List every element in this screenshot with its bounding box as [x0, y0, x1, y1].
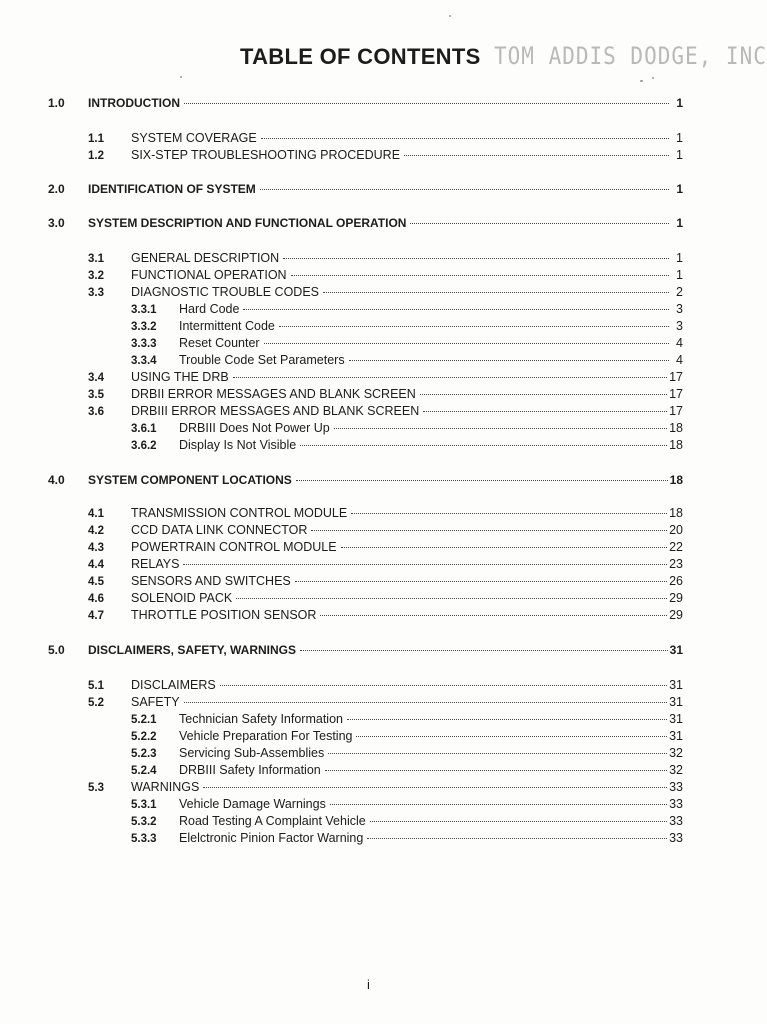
page-ref: 31: [669, 729, 683, 743]
section-number: 4.4: [88, 559, 104, 571]
section-number: 5.2.3: [131, 748, 157, 760]
leader-dots: [243, 309, 669, 310]
toc-entry: [48, 643, 683, 658]
toc-entry: [131, 797, 683, 813]
section-title: SENSORS AND SWITCHES: [131, 574, 291, 588]
section-title: Servicing Sub-Assemblies: [179, 746, 325, 760]
page-ref: 33: [669, 797, 683, 811]
section-title: DISCLAIMERS, SAFETY, WARNINGS: [88, 643, 297, 657]
page-ref: 31: [669, 695, 683, 709]
leader-dots: [184, 702, 667, 703]
leader-dots: [233, 377, 667, 378]
scan-speck: [449, 15, 451, 17]
page-ref: 1: [676, 182, 683, 196]
page-ref: 29: [669, 591, 683, 605]
section-number: 1.2: [88, 150, 104, 162]
toc-entry: [131, 319, 683, 335]
section-title: WARNINGS: [131, 780, 200, 794]
toc-entry: [88, 678, 683, 694]
toc-entry: [131, 336, 683, 352]
section-title: TRANSMISSION CONTROL MODULE: [131, 506, 348, 520]
toc-entry: [88, 540, 683, 556]
section-title: DRBIII Safety Information: [179, 763, 321, 777]
section-number: 4.3: [88, 542, 104, 554]
toc-entry: [131, 438, 683, 454]
toc-entry: [131, 712, 683, 728]
leader-dots: [347, 719, 667, 720]
section-title: USING THE DRB: [131, 370, 229, 384]
leader-dots: [236, 598, 667, 599]
page-ref: 2: [676, 285, 683, 299]
section-title: IDENTIFICATION OF SYSTEM: [88, 182, 256, 196]
section-number: 5.3: [88, 782, 104, 794]
section-title: SOLENOID PACK: [131, 591, 233, 605]
page-ref: 31: [669, 678, 683, 692]
toc-entry: [131, 729, 683, 745]
leader-dots: [264, 343, 669, 344]
toc-entry: [48, 96, 683, 111]
leader-dots: [330, 804, 667, 805]
page-ref: 1: [676, 251, 683, 265]
toc-entry: [88, 591, 683, 607]
leader-dots: [260, 189, 669, 190]
leader-dots: [420, 394, 667, 395]
toc-entry: [88, 268, 683, 284]
section-number: 5.0: [48, 643, 65, 657]
section-title: Display Is Not Visible: [179, 438, 297, 452]
page-ref: 17: [669, 404, 683, 418]
leader-dots: [370, 821, 667, 822]
section-number: 4.7: [88, 610, 104, 622]
section-title: Elelctronic Pinion Factor Warning: [179, 831, 364, 845]
leader-dots: [300, 445, 667, 446]
page-ref: 22: [669, 540, 683, 554]
section-number: 1.1: [88, 133, 104, 145]
toc-entry: [88, 251, 683, 267]
dealer-stamp: TOM ADDIS DODGE, INC: [494, 42, 767, 70]
section-title: SAFETY: [131, 695, 180, 709]
page-ref: 33: [669, 831, 683, 845]
section-number: 3.6.2: [131, 440, 157, 452]
leader-dots: [295, 581, 667, 582]
page-ref: 1: [676, 268, 683, 282]
page-title: TABLE OF CONTENTS: [240, 44, 481, 69]
toc-entry: [131, 814, 683, 830]
page-ref: 18: [669, 421, 683, 435]
page-ref: 17: [669, 387, 683, 401]
section-number: 4.5: [88, 576, 104, 588]
page-ref: 29: [669, 608, 683, 622]
section-title: Reset Counter: [179, 336, 260, 350]
toc-entry: [131, 302, 683, 318]
page-ref: 18: [669, 473, 683, 487]
page-ref: 33: [669, 814, 683, 828]
scan-speck: [180, 76, 182, 78]
section-title: THROTTLE POSITION SENSOR: [131, 608, 317, 622]
section-number: 3.6.1: [131, 423, 157, 435]
section-number: 5.3.3: [131, 833, 157, 845]
leader-dots: [203, 787, 667, 788]
toc-entry: [88, 404, 683, 420]
leader-dots: [356, 736, 667, 737]
leader-dots: [300, 650, 668, 651]
section-number: 3.3: [88, 287, 104, 299]
page-ref: 3: [676, 319, 683, 333]
section-title: Intermittent Code: [179, 319, 275, 333]
section-title: SYSTEM COVERAGE: [131, 131, 257, 145]
section-title: SYSTEM DESCRIPTION AND FUNCTIONAL OPERATION: [88, 216, 407, 230]
page-ref: 23: [669, 557, 683, 571]
toc-entry: [48, 216, 683, 231]
page-ref: 1: [676, 131, 683, 145]
toc-entry: [88, 148, 683, 164]
section-number: 3.3.3: [131, 338, 157, 350]
section-number: 4.1: [88, 508, 104, 520]
section-number: 3.3.1: [131, 304, 157, 316]
section-number: 3.4: [88, 372, 104, 384]
page-ref: 18: [669, 438, 683, 452]
leader-dots: [367, 838, 667, 839]
section-number: 1.0: [48, 96, 65, 110]
toc-entry: [88, 131, 683, 147]
toc-entry: [48, 182, 683, 197]
leader-dots: [220, 685, 667, 686]
section-number: 3.2: [88, 270, 104, 282]
leader-dots: [328, 753, 667, 754]
toc-entry: [88, 506, 683, 522]
section-title: Vehicle Preparation For Testing: [179, 729, 353, 743]
section-number: 2.0: [48, 182, 65, 196]
toc-entry: [131, 763, 683, 779]
toc-entry: [88, 557, 683, 573]
leader-dots: [296, 480, 668, 481]
toc-entry: [88, 387, 683, 403]
toc-entry: [131, 746, 683, 762]
toc-entry: [131, 421, 683, 437]
section-number: 5.1: [88, 680, 104, 692]
page-ref: 32: [669, 763, 683, 777]
page-ref: 1: [676, 216, 683, 230]
section-number: 5.2.4: [131, 765, 157, 777]
section-title: SIX-STEP TROUBLESHOOTING PROCEDURE: [131, 148, 401, 162]
leader-dots: [325, 770, 667, 771]
toc-entry: [88, 695, 683, 711]
section-title: Vehicle Damage Warnings: [179, 797, 326, 811]
scan-speck: [652, 77, 654, 79]
section-title: DIAGNOSTIC TROUBLE CODES: [131, 285, 319, 299]
section-title: Technician Safety Information: [179, 712, 343, 726]
page-ref: 26: [669, 574, 683, 588]
section-title: DRBIII Does Not Power Up: [179, 421, 330, 435]
section-number: 3.0: [48, 216, 65, 230]
section-title: DISCLAIMERS: [131, 678, 216, 692]
section-number: 4.0: [48, 473, 65, 487]
section-title: DRBIII ERROR MESSAGES AND BLANK SCREEN: [131, 404, 420, 418]
toc-entry: [88, 780, 683, 796]
leader-dots: [334, 428, 667, 429]
page-ref: 1: [676, 96, 683, 110]
leader-dots: [311, 530, 667, 531]
page-ref: 20: [669, 523, 683, 537]
scan-speck: [640, 80, 643, 82]
section-number: 5.3.1: [131, 799, 157, 811]
section-number: 3.5: [88, 389, 104, 401]
section-number: 3.6: [88, 406, 104, 418]
section-title: SYSTEM COMPONENT LOCATIONS: [88, 473, 292, 487]
leader-dots: [351, 513, 667, 514]
leader-dots: [410, 223, 669, 224]
section-number: 4.6: [88, 593, 104, 605]
page-ref: 32: [669, 746, 683, 760]
leader-dots: [404, 155, 669, 156]
section-number: 3.3.2: [131, 321, 157, 333]
leader-dots: [341, 547, 668, 548]
toc-entry: [48, 473, 683, 488]
page-ref: 4: [676, 336, 683, 350]
section-number: 4.2: [88, 525, 104, 537]
toc-entry: [131, 831, 683, 847]
page-ref: 18: [669, 506, 683, 520]
page-ref: 31: [669, 643, 683, 657]
toc-entry: [88, 370, 683, 386]
leader-dots: [261, 138, 669, 139]
section-title: RELAYS: [131, 557, 180, 571]
section-title: FUNCTIONAL OPERATION: [131, 268, 287, 282]
leader-dots: [291, 275, 669, 276]
leader-dots: [423, 411, 667, 412]
page-ref: 3: [676, 302, 683, 316]
section-number: 5.2.1: [131, 714, 157, 726]
toc-entry: [88, 285, 683, 301]
page-number: i: [367, 977, 370, 992]
page-ref: 31: [669, 712, 683, 726]
toc-entry: [131, 353, 683, 369]
page-ref: 4: [676, 353, 683, 367]
section-title: DRBII ERROR MESSAGES AND BLANK SCREEN: [131, 387, 416, 401]
section-title: Road Testing A Complaint Vehicle: [179, 814, 366, 828]
section-title: CCD DATA LINK CONNECTOR: [131, 523, 308, 537]
toc-entry: [88, 574, 683, 590]
section-title: Trouble Code Set Parameters: [179, 353, 345, 367]
section-title: INTRODUCTION: [88, 96, 180, 110]
leader-dots: [283, 258, 669, 259]
section-number: 3.1: [88, 253, 104, 265]
section-number: 5.2: [88, 697, 104, 709]
page-ref: 1: [676, 148, 683, 162]
leader-dots: [279, 326, 669, 327]
leader-dots: [349, 360, 669, 361]
section-title: GENERAL DESCRIPTION: [131, 251, 280, 265]
section-number: 5.2.2: [131, 731, 157, 743]
page-ref: 33: [669, 780, 683, 794]
section-title: Hard Code: [179, 302, 240, 316]
leader-dots: [323, 292, 669, 293]
toc-entry: [88, 523, 683, 539]
section-number: 5.3.2: [131, 816, 157, 828]
section-number: 3.3.4: [131, 355, 157, 367]
page-ref: 17: [669, 370, 683, 384]
section-title: POWERTRAIN CONTROL MODULE: [131, 540, 337, 554]
leader-dots: [184, 103, 669, 104]
leader-dots: [183, 564, 667, 565]
leader-dots: [320, 615, 667, 616]
toc-entry: [88, 608, 683, 624]
